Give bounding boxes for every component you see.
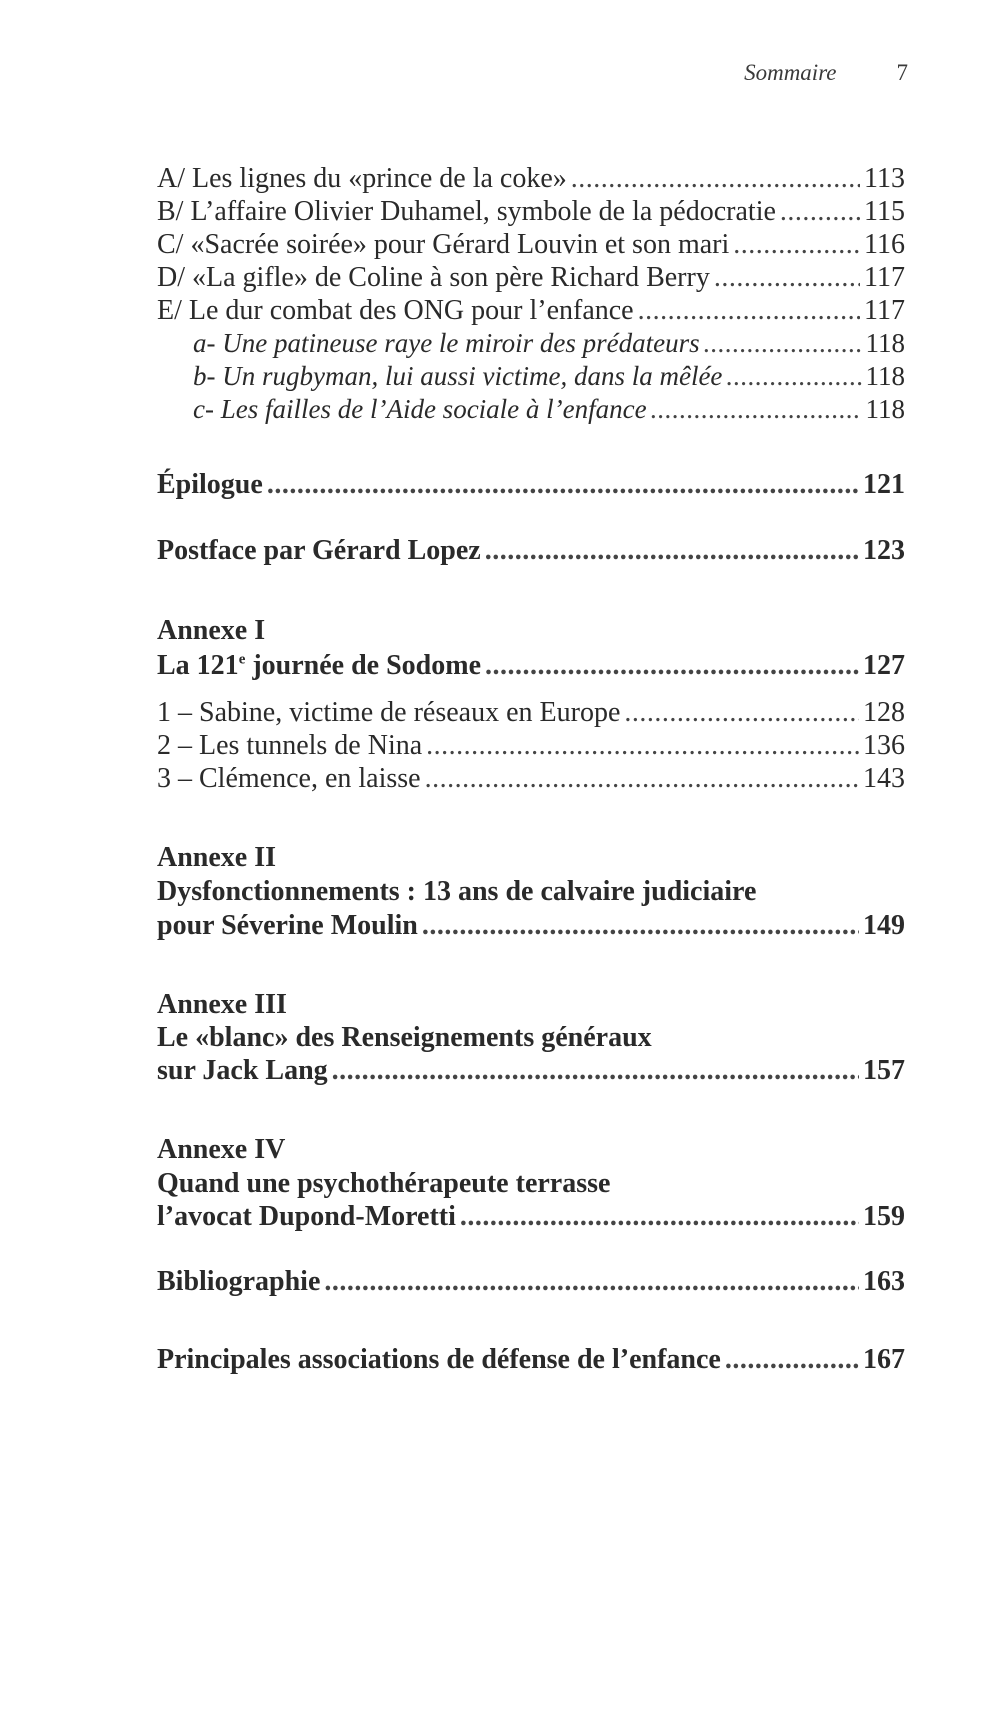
page-number: 7 bbox=[896, 60, 908, 85]
annex-heading: Annexe IV bbox=[157, 1134, 286, 1165]
toc-entry-annexe4: l’avocat Dupond-Moretti ..... 159 bbox=[157, 1201, 905, 1233]
toc-entry: E/ Le dur combat des ONG pour l’enfance ..... 117 bbox=[157, 295, 905, 327]
toc-entry: 2 – Les tunnels de Nina ..... 136 bbox=[157, 730, 905, 762]
toc-entry-postface: Postface par Gérard Lopez ..... 123 bbox=[157, 535, 905, 567]
toc-subentry: a- Une patineuse raye le miroir des prédateurs ..... 118 bbox=[157, 328, 905, 359]
toc-entry: A/ Les lignes du «prince de la coke» ..... 113 bbox=[157, 163, 905, 195]
annex-heading: Annexe II bbox=[157, 842, 277, 873]
toc-entry-epilogue: Épilogue ..... 121 bbox=[157, 469, 905, 501]
toc-entry: D/ «La gifle» de Coline à son père Richard Berry ..... 117 bbox=[157, 262, 905, 294]
toc-entry: C/ «Sacrée soirée» pour Gérard Louvin et son mari ..... 116 bbox=[157, 229, 905, 261]
toc-entry-annexe2: pour Séverine Moulin ..... 149 bbox=[157, 910, 905, 942]
toc-entry-bibliographie: Bibliographie ..... 163 bbox=[157, 1266, 905, 1298]
annex-heading: Annexe I bbox=[157, 615, 266, 646]
annex-heading: Annexe III bbox=[157, 989, 287, 1020]
running-header bbox=[0, 60, 908, 86]
toc-entry-annexe3: sur Jack Lang ..... 157 bbox=[157, 1055, 905, 1087]
annex-title-line: Dysfonctionnements : 13 ans de calvaire judiciaire bbox=[157, 876, 757, 907]
annex-title-line: Quand une psychothérapeute terrasse bbox=[157, 1168, 611, 1199]
toc-entry-associations: Principales associations de défense de l’enfance ..... 167 bbox=[157, 1344, 905, 1376]
toc-entry-annexe1: La 121e journée de Sodome ..... 127 bbox=[157, 650, 905, 682]
annex-title-line: Le «blanc» des Renseignements généraux bbox=[157, 1022, 652, 1053]
toc-entry: 1 – Sabine, victime de réseaux en Europe ..... 128 bbox=[157, 697, 905, 729]
toc-subentry: c- Les failles de l’Aide sociale à l’enfance ..... 118 bbox=[157, 394, 905, 425]
running-header-title: Sommaire bbox=[744, 60, 837, 85]
toc-entry: 3 – Clémence, en laisse ..... 143 bbox=[157, 763, 905, 795]
toc-entry: B/ L’affaire Olivier Duhamel, symbole de la pédocratie ..... 115 bbox=[157, 196, 905, 228]
toc-subentry: b- Un rugbyman, lui aussi victime, dans la mêlée ..... 118 bbox=[157, 361, 905, 392]
